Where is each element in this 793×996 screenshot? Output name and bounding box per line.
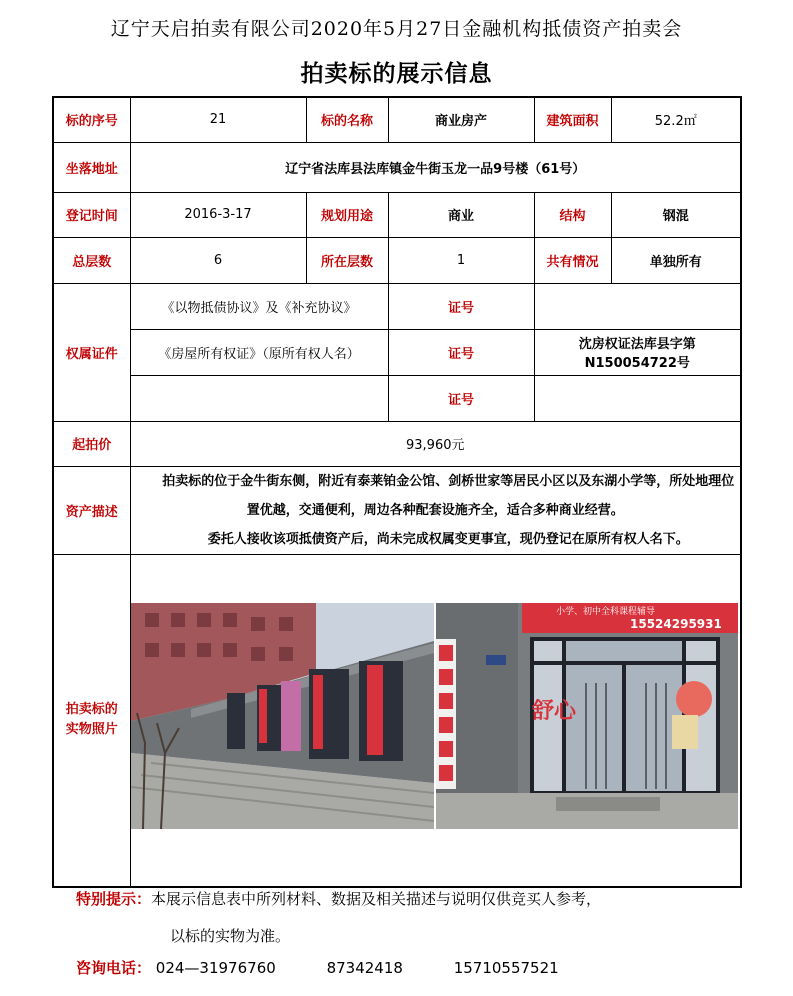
phone-line bbox=[76, 957, 605, 978]
area-value: 52.2㎡ bbox=[611, 97, 741, 142]
notice-line-1 bbox=[76, 888, 601, 909]
row-registration bbox=[53, 192, 741, 237]
row-floors bbox=[53, 237, 741, 283]
notice-text-2: 以标的实物为准。 bbox=[170, 927, 291, 945]
ownership-doc-2: 《房屋所有权证》（原所有权人名） bbox=[130, 329, 388, 375]
seq-label: 标的序号 bbox=[53, 97, 130, 142]
share-label: 共有情况 bbox=[534, 237, 611, 283]
price-value: 93,960元 bbox=[130, 421, 741, 466]
sign-text-top: 小学、初中全科课程辅导 bbox=[555, 606, 655, 617]
phone-number-3: 15710557521 bbox=[453, 959, 559, 977]
area-label: 建筑面积 bbox=[534, 97, 611, 142]
cert-value-3 bbox=[534, 375, 741, 421]
seq-value: 21 bbox=[130, 97, 306, 142]
reg-date-value: 2016-3-17 bbox=[130, 192, 306, 237]
phone-number-1: 024—31976760 bbox=[155, 959, 276, 977]
door-text: 舒心 bbox=[531, 698, 576, 724]
ownership-doc-3 bbox=[130, 375, 388, 421]
page-title: 拍卖标的展示信息 bbox=[300, 61, 493, 87]
notice-label: 特别提示： bbox=[76, 890, 152, 908]
share-value: 单独所有 bbox=[611, 237, 741, 283]
location-value: 辽宁省法库县法库镇金牛街玉龙一品9号楼（61号） bbox=[130, 142, 741, 192]
photos-label-line-1: 拍卖标的 bbox=[65, 702, 118, 718]
cert-label-1: 证号 bbox=[388, 283, 534, 329]
row-price bbox=[53, 421, 741, 466]
photo-street-view bbox=[131, 603, 434, 829]
photo-shop-entrance bbox=[436, 603, 738, 829]
reg-date-label: 登记时间 bbox=[53, 192, 130, 237]
row-photos bbox=[53, 554, 741, 887]
phone-number-2: 87342418 bbox=[326, 959, 403, 977]
row-ownership-1 bbox=[53, 283, 741, 329]
name-label: 标的名称 bbox=[306, 97, 388, 142]
description-text bbox=[130, 466, 741, 554]
usage-value: 商业 bbox=[388, 192, 534, 237]
total-floors-label: 总层数 bbox=[53, 237, 130, 283]
total-floors-value: 6 bbox=[130, 237, 306, 283]
description-paragraph-2: 委托人接收该项抵债资产后，尚未完成权属变更事宜，现仍登记在原所有权人名下。 bbox=[207, 531, 689, 547]
row-basic bbox=[53, 97, 741, 142]
row-ownership-2 bbox=[53, 329, 741, 375]
structure-value: 钢混 bbox=[611, 192, 741, 237]
structure-label: 结构 bbox=[534, 192, 611, 237]
entrance-image bbox=[436, 603, 738, 829]
sign-phone: 15524295931 bbox=[629, 616, 722, 631]
row-location bbox=[53, 142, 741, 192]
usage-label: 规划用途 bbox=[306, 192, 388, 237]
location-label: 坐落地址 bbox=[53, 142, 130, 192]
cert-value-1 bbox=[534, 283, 741, 329]
photos-cell bbox=[130, 554, 741, 887]
ownership-label: 权属证件 bbox=[53, 283, 130, 421]
cert-label-3: 证号 bbox=[388, 375, 534, 421]
name-value: 商业房产 bbox=[388, 97, 534, 142]
photos-label-line-2: 实物照片 bbox=[65, 722, 118, 738]
price-label: 起拍价 bbox=[53, 421, 130, 466]
photos-label bbox=[53, 554, 130, 887]
info-table bbox=[52, 96, 742, 888]
notice-text-1: 本展示信息表中所列材料、数据及相关描述与说明仅供竞买人参考， bbox=[151, 890, 602, 908]
cert-label-2: 证号 bbox=[388, 329, 534, 375]
floor-label: 所在层数 bbox=[306, 237, 388, 283]
phone-label: 咨询电话： bbox=[76, 959, 152, 977]
description-label: 资产描述 bbox=[53, 466, 130, 554]
auction-header: 辽宁天启拍卖有限公司2020年5月27日金融机构抵债资产拍卖会 bbox=[110, 18, 683, 40]
cert-value-2: 沈房权证法库县字第N150054722号 bbox=[534, 329, 741, 375]
row-ownership-3 bbox=[53, 375, 741, 421]
street-view-image bbox=[131, 603, 434, 829]
ownership-doc-1: 《以物抵债协议》及《补充协议》 bbox=[130, 283, 388, 329]
photo-area bbox=[131, 555, 741, 885]
row-description bbox=[53, 466, 741, 554]
description-paragraph-1: 拍卖标的位于金牛街东侧，附近有泰莱铂金公馆、剑桥世家等居民小区以及东湖小学等，所处地理位置优越，交通便利，周边各种配套设施齐全，适合多种商业经营。 bbox=[162, 473, 735, 518]
floor-value: 1 bbox=[388, 237, 534, 283]
